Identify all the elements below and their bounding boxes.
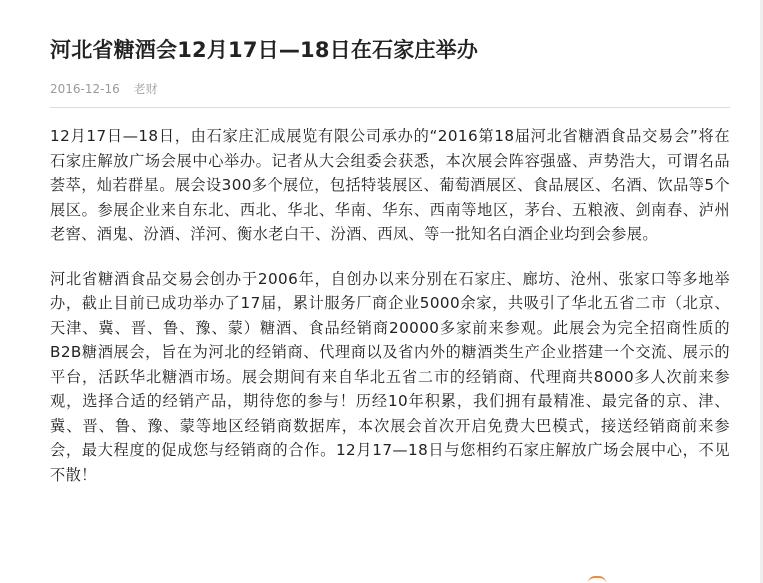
article-body — [50, 124, 730, 487]
paragraph: 河北省糖酒食品交易会创办于2006年，自创办以来分别在石家庄、廊坊、沧州、张家口等多地举办，截止目前已成功举办了17届，累计服务厂商企业5000余家，共吸引了华北五省二市（北京、天津、冀、晋、鲁、豫、蒙）糖酒、食品经销商20000多家前来参观。此展会为完全招商性质的B2B糖酒展会，旨在为河北的经销商、代理商以及省内外的糖酒类生产企业搭建一个交流、展示的平台，活跃华北糖酒市场。展会期间有来自华北五省二市的经销商、代理商共8000多人次前来参观，选择合适的经销产品，期待您的参与！历经10年积累，我们拥有最精准、最完备的京、津、冀、晋、鲁、豫、蒙等地区经销商数据库，本次展会首次开启免费大巴模式，接送经销商前来参会，最大程度的促成您与经销商的合作。12月17—18日与您相约石家庄解放广场会展中心，不见不散！ — [50, 269, 730, 484]
article-title: 河北省糖酒会12月17日—18日在石家庄举办 — [50, 38, 479, 62]
publish-date: 2016-12-16 — [50, 82, 120, 96]
paragraph: 12月17日—18日，由石家庄汇成展览有限公司承办的“2016第18届河北省糖酒食品交易会”将在石家庄解放广场会展中心举办。记者从大会组委会获悉，本次展会阵容强盛、声势浩大，可谓名品荟萃，灿若群星。展会设300多个展位，包括特装展区、葡萄酒展区、食品展区、名酒、饮品等5个展区。参展企业来自东北、西北、华北、华南、华东、西南等地区，茅台、五粮液、剑南春、泸州老窖、酒鬼、汾酒、洋河、衡水老白干、汾酒、西凤、等一批知名白酒企业均到会参展。 — [50, 127, 730, 243]
author-name[interactable]: 老财 — [133, 82, 158, 96]
divider — [50, 107, 730, 108]
orange-arc-decoration — [588, 576, 606, 583]
article-meta — [50, 80, 158, 97]
